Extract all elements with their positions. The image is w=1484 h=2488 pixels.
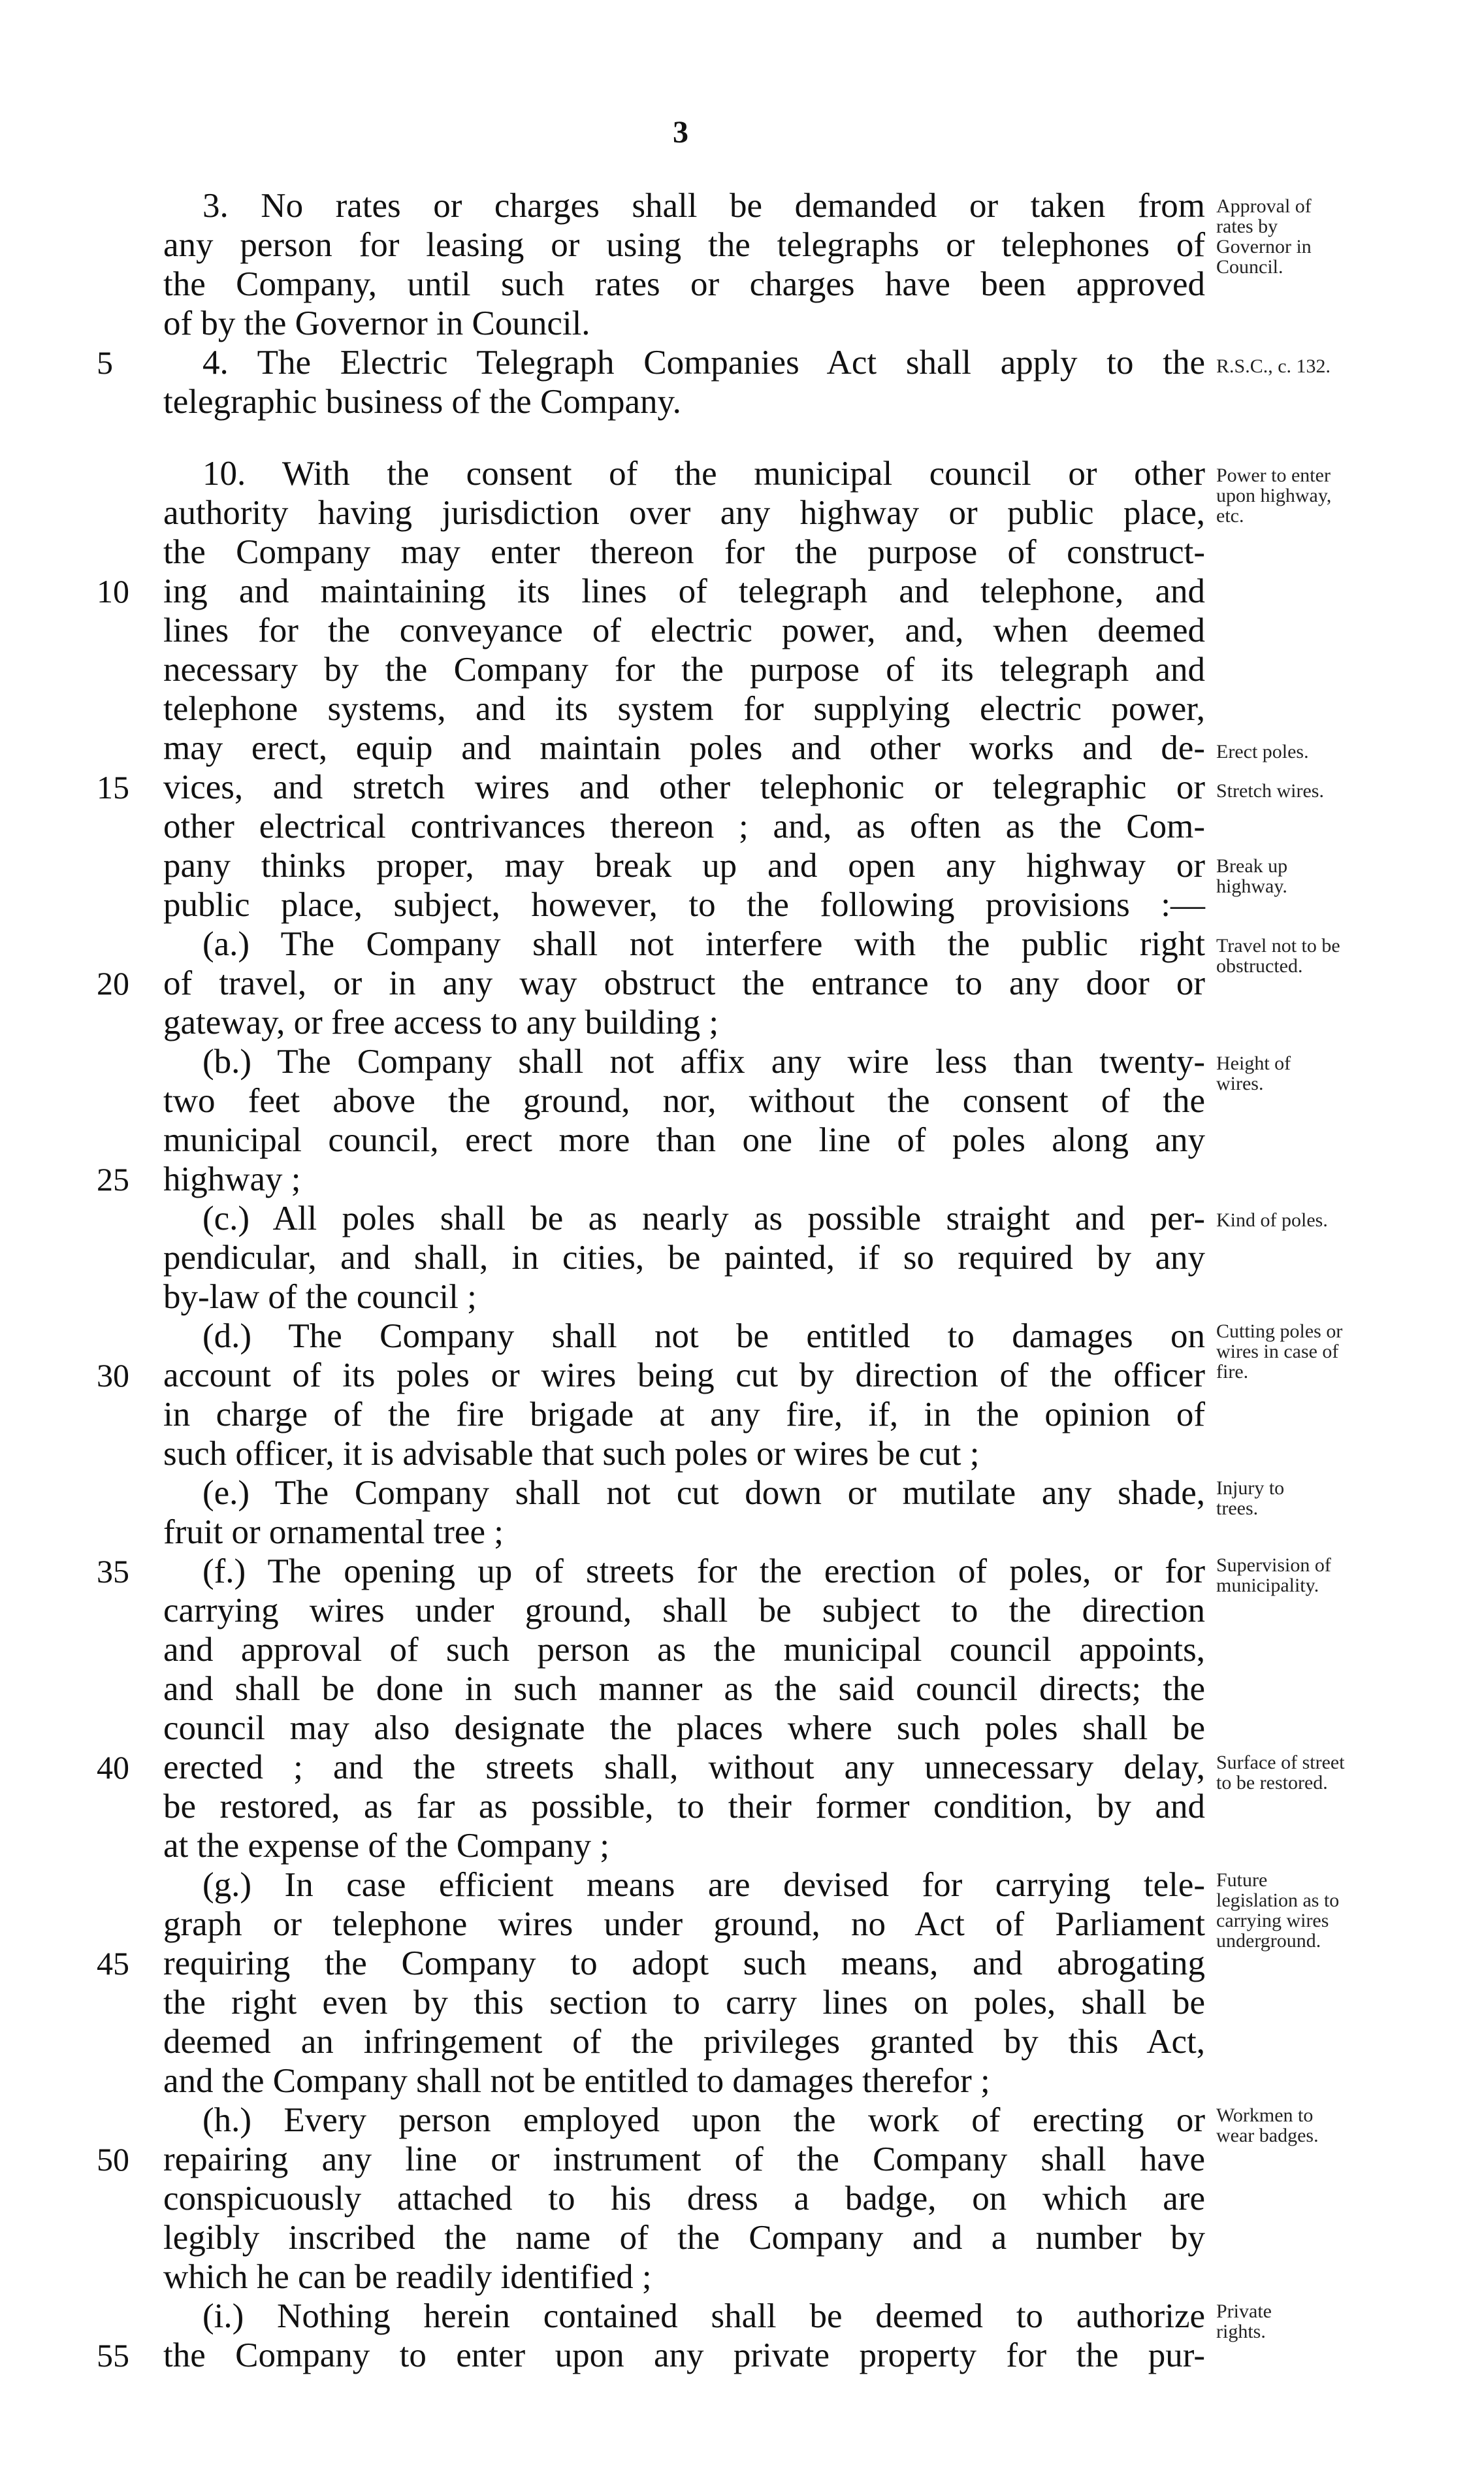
text-line: carrying wires under ground, shall be subject to the direction (163, 1592, 1205, 1629)
text-line: conspicuously attached to his dress a badge, on which are (163, 2180, 1205, 2218)
text-line: may erect, equip and maintain poles and other works and de- (163, 729, 1205, 767)
text-line: vices, and stretch wires and other telephonic or telegraphic or (163, 768, 1205, 806)
text-line: (c.) All poles shall be as nearly as possible straight and per- (202, 1200, 1205, 1237)
text-line: legibly inscribed the name of the Company and a number by (163, 2219, 1205, 2257)
text-line: which he can be readily identified ; (163, 2258, 652, 2296)
line-number: 15 (97, 769, 129, 806)
line-number: 40 (97, 1749, 129, 1786)
text-line: and approval of such person as the municipal council appoints, (163, 1631, 1205, 1669)
text-line: such officer, it is advisable that such poles or wires be cut ; (163, 1435, 980, 1473)
text-line: by-law of the council ; (163, 1278, 477, 1316)
text-line: and shall be done in such manner as the said council directs; the (163, 1670, 1205, 1708)
text-line: other electrical contrivances thereon ; and, as often as the Com- (163, 808, 1205, 845)
section-10-heading-line: 10. With the consent of the municipal council or other (202, 455, 1205, 493)
text-line: telephone systems, and its system for supplying electric power, (163, 690, 1205, 728)
text-line: highway ; (163, 1160, 301, 1198)
text-line: deemed an infringement of the privileges granted by this Act, (163, 2023, 1205, 2061)
text-line: graph or telephone wires under ground, no Act of Parliament (163, 1905, 1205, 1943)
line-number: 20 (97, 965, 129, 1002)
text-line: two feet above the ground, nor, without the consent of the (163, 1082, 1205, 1120)
marginal-note: Kind of poles. (1216, 1209, 1328, 1231)
marginal-note: Cutting poles or wires in case of fire. (1216, 1320, 1343, 1383)
text-line: pany thinks proper, may break up and open any highway or (163, 847, 1205, 885)
marginal-note: Stretch wires. (1216, 780, 1324, 802)
line-number: 55 (97, 2337, 129, 2374)
text-line: be restored, as far as possible, to their former condition, by and (163, 1788, 1205, 1825)
text-line: erected ; and the streets shall, without any unnecessary delay, (163, 1748, 1205, 1786)
text-line: (e.) The Company shall not cut down or mutilate any shade, (202, 1474, 1205, 1512)
text-line: pendicular, and shall, in cities, be painted, if so required by any (163, 1239, 1205, 1277)
text-line: and the Company shall not be entitled to damages therefor ; (163, 2062, 990, 2100)
text-line: repairing any line or instrument of the Company shall have (163, 2140, 1205, 2178)
text-line: telegraphic business of the Company. (163, 383, 681, 421)
text-line: (h.) Every person employed upon the work of erecting or (202, 2101, 1205, 2139)
text-line: (a.) The Company shall not interfere with the public right (202, 925, 1205, 963)
text-line: of travel, or in any way obstruct the entrance to any door or (163, 964, 1205, 1002)
text-line: (g.) In case efficient means are devised for carrying tele- (202, 1866, 1205, 1904)
text-line: ing and maintaining its lines of telegraph and telephone, and (163, 572, 1205, 610)
line-number: 45 (97, 1945, 129, 1982)
text-line: fruit or ornamental tree ; (163, 1513, 504, 1551)
text-line: (d.) The Company shall not be entitled to damages on (202, 1317, 1205, 1355)
line-number: 30 (97, 1357, 129, 1394)
line-number: 25 (97, 1161, 129, 1198)
text-line: council may also designate the places where such poles shall be (163, 1709, 1205, 1747)
text-line: of by the Governor in Council. (163, 304, 590, 342)
text-line: authority having jurisdiction over any highway or public place, (163, 494, 1205, 532)
line-number: 5 (97, 344, 113, 381)
line-number: 10 (97, 573, 129, 610)
text-line: 3. No rates or charges shall be demanded or taken from (202, 187, 1205, 225)
text-line: the right even by this section to carry lines on poles, shall be (163, 1984, 1205, 2022)
marginal-note: Injury to trees. (1216, 1477, 1285, 1519)
marginal-note: Break up highway. (1216, 855, 1288, 897)
text-line: the Company, until such rates or charges have been approved (163, 265, 1205, 303)
text-line: (i.) Nothing herein contained shall be deemed to authorize (202, 2297, 1205, 2335)
marginal-note: Private rights. (1216, 2300, 1272, 2342)
text-line: gateway, or free access to any building ; (163, 1004, 719, 1041)
marginal-note: Travel not to be obstructed. (1216, 935, 1340, 977)
marginal-note: Supervision of municipality. (1216, 1554, 1331, 1596)
text-line: public place, subject, however, to the following provisions :— (163, 886, 1205, 924)
text-line: in charge of the fire brigade at any fire, if, in the opinion of (163, 1396, 1205, 1433)
marginal-note: Power to enter upon highway, etc. (1216, 465, 1332, 527)
marginal-note: Workmen to wear badges. (1216, 2104, 1319, 2146)
text-line: 4. The Electric Telegraph Companies Act shall apply to the (202, 344, 1205, 382)
text-line: (f.) The opening up of streets for the erection of poles, or for (202, 1552, 1205, 1590)
text-line: municipal council, erect more than one line of poles along any (163, 1121, 1205, 1159)
text-line: the Company to enter upon any private property for the pur- (163, 2336, 1205, 2374)
text-line: (b.) The Company shall not affix any wire less than twenty- (202, 1043, 1205, 1081)
marginal-note: Approval of rates by Governor in Council. (1216, 195, 1312, 278)
line-number: 50 (97, 2141, 129, 2178)
line-number: 35 (97, 1553, 129, 1590)
marginal-note: R.S.C., c. 132. (1216, 355, 1331, 377)
text-line: at the expense of the Company ; (163, 1827, 609, 1865)
marginal-note: Height of wires. (1216, 1053, 1291, 1094)
text-line: lines for the conveyance of electric power, and, when deemed (163, 612, 1205, 649)
text-line: account of its poles or wires being cut by direction of the officer (163, 1356, 1205, 1394)
text-line: the Company may enter thereon for the purpose of construct- (163, 533, 1205, 571)
text-line: requiring the Company to adopt such means, and abrogating (163, 1944, 1205, 1982)
page-number: 3 (673, 115, 688, 150)
text-line: necessary by the Company for the purpose of its telegraph and (163, 651, 1205, 689)
marginal-note: Surface of street to be restored. (1216, 1752, 1345, 1793)
text-line: any person for leasing or using the telegraphs or telephones of (163, 226, 1205, 264)
marginal-note: Future legislation as to carrying wires underground. (1216, 1869, 1340, 1952)
marginal-note: Erect poles. (1216, 741, 1309, 762)
